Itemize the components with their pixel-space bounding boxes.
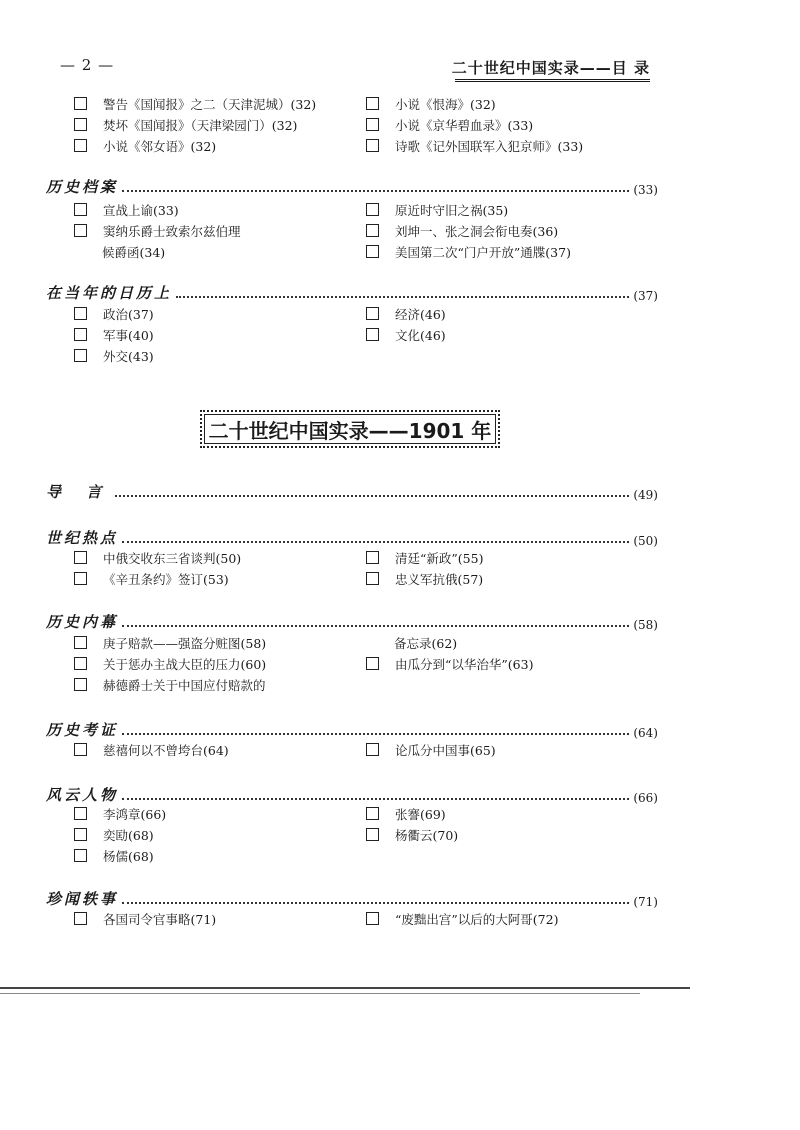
list-item[interactable]: 窦纳乐爵士致索尔兹伯理 bbox=[74, 220, 374, 241]
section-heading[interactable]: 世纪热点 (50) bbox=[46, 529, 658, 548]
leader-dots bbox=[122, 624, 629, 627]
section-left-list bbox=[74, 739, 374, 760]
year-banner bbox=[200, 410, 500, 448]
list-item[interactable]: 杨儒(68) bbox=[74, 845, 374, 866]
list-item[interactable]: 杨衢云(70) bbox=[366, 824, 666, 845]
section-right-list bbox=[366, 739, 666, 760]
checkbox-icon bbox=[74, 849, 87, 862]
leader-dots bbox=[122, 797, 629, 800]
section-heading[interactable]: 历史档案 (33) bbox=[46, 178, 658, 197]
checkbox-icon bbox=[366, 807, 379, 820]
top-right-list bbox=[366, 93, 666, 156]
list-item[interactable]: 焚坏《国闻报》（天津梁园门）(32) bbox=[74, 114, 374, 135]
section-left-list bbox=[74, 199, 374, 262]
list-item[interactable]: 原近时守旧之祸(35) bbox=[366, 199, 666, 220]
checkbox-icon bbox=[74, 97, 87, 110]
checkbox-icon bbox=[74, 912, 87, 925]
page-number: — 2 — bbox=[60, 56, 115, 74]
section-left-list bbox=[74, 303, 374, 366]
list-item[interactable]: 由瓜分到“以华治华”(63) bbox=[366, 653, 666, 674]
checkbox-icon bbox=[74, 678, 87, 691]
list-item[interactable]: 中俄交收东三省谈判(50) bbox=[74, 547, 374, 568]
section-right-list bbox=[366, 632, 666, 674]
checkbox-icon bbox=[74, 572, 87, 585]
list-item[interactable]: 张謇(69) bbox=[366, 803, 666, 824]
section-left-list bbox=[74, 547, 374, 589]
checkbox-icon bbox=[366, 118, 379, 131]
section-heading[interactable]: 历史考证 (64) bbox=[46, 721, 658, 740]
section-right-list bbox=[366, 803, 666, 845]
footer-rule bbox=[0, 987, 690, 989]
list-item[interactable]: 外交(43) bbox=[74, 345, 374, 366]
list-item-continuation: 候爵函(34) bbox=[102, 244, 166, 260]
list-item[interactable]: 美国第二次“门户开放”通牒(37) bbox=[366, 241, 666, 262]
checkbox-icon bbox=[366, 551, 379, 564]
checkbox-icon bbox=[366, 307, 379, 320]
checkbox-icon bbox=[366, 572, 379, 585]
checkbox-icon bbox=[366, 139, 379, 152]
checkbox-icon bbox=[74, 328, 87, 341]
list-item[interactable]: 军事(40) bbox=[74, 324, 374, 345]
leader-dots bbox=[122, 189, 629, 192]
list-item[interactable]: 忠义军抗俄(57) bbox=[366, 568, 666, 589]
checkbox-icon bbox=[366, 912, 379, 925]
checkbox-icon bbox=[74, 307, 87, 320]
list-item[interactable]: 刘坤一、张之洞会衔电奏(36) bbox=[366, 220, 666, 241]
list-item[interactable]: 李鸿章(66) bbox=[74, 803, 374, 824]
section-heading[interactable]: 导 言 (49) bbox=[46, 483, 658, 502]
checkbox-icon bbox=[74, 743, 87, 756]
checkbox-icon bbox=[366, 828, 379, 841]
checkbox-icon bbox=[74, 224, 87, 237]
checkbox-icon bbox=[74, 657, 87, 670]
top-left-list bbox=[74, 93, 374, 156]
checkbox-icon bbox=[366, 657, 379, 670]
section-left-list bbox=[74, 803, 374, 866]
running-head: 二十世纪中国实录——目 录 bbox=[451, 59, 650, 77]
leader-dots bbox=[176, 295, 629, 298]
list-item[interactable]: 论瓜分中国事(65) bbox=[366, 739, 666, 760]
list-item[interactable]: 庚子赔款——强盗分赃图(58) bbox=[74, 632, 374, 653]
year-banner-title: 二十世纪中国实录——1901 年 bbox=[204, 414, 496, 444]
footer-rule-thin bbox=[0, 993, 640, 994]
section-heading[interactable]: 在当年的日历上 (37) bbox=[46, 284, 658, 303]
checkbox-icon bbox=[366, 203, 379, 216]
list-item[interactable]: 慈禧何以不曾垮台(64) bbox=[74, 739, 374, 760]
running-head-rule bbox=[455, 79, 650, 82]
section-left-list bbox=[74, 908, 374, 929]
list-item[interactable]: 清廷“新政”(55) bbox=[366, 547, 666, 568]
checkbox-icon bbox=[74, 139, 87, 152]
list-item[interactable]: 小说《京华碧血录》(33) bbox=[366, 114, 666, 135]
checkbox-icon bbox=[74, 118, 87, 131]
leader-dots bbox=[122, 732, 629, 735]
list-item[interactable]: 政治(37) bbox=[74, 303, 374, 324]
checkbox-icon bbox=[366, 328, 379, 341]
list-item[interactable]: 文化(46) bbox=[366, 324, 666, 345]
section-heading[interactable]: 风云人物 (66) bbox=[46, 786, 658, 805]
list-item[interactable]: 关于惩办主战大臣的压力(60) bbox=[74, 653, 374, 674]
leader-dots bbox=[122, 540, 629, 543]
section-right-list bbox=[366, 199, 666, 262]
checkbox-icon bbox=[366, 224, 379, 237]
list-item[interactable]: 奕劻(68) bbox=[74, 824, 374, 845]
checkbox-icon bbox=[74, 349, 87, 362]
checkbox-icon bbox=[74, 828, 87, 841]
section-right-list bbox=[366, 303, 666, 345]
list-item[interactable]: 各国司令官事略(71) bbox=[74, 908, 374, 929]
list-item[interactable]: 警告《国闻报》之二（天津泥城）(32) bbox=[74, 93, 374, 114]
checkbox-icon bbox=[366, 743, 379, 756]
section-left-list bbox=[74, 632, 374, 695]
list-item[interactable]: “废黜出宫”以后的大阿哥(72) bbox=[366, 908, 666, 929]
checkbox-icon bbox=[366, 97, 379, 110]
list-item-continuation: 备忘录(62) bbox=[394, 635, 458, 651]
leader-dots bbox=[115, 494, 629, 497]
list-item[interactable]: 《辛丑条约》签订(53) bbox=[74, 568, 374, 589]
checkbox-icon bbox=[74, 551, 87, 564]
leader-dots bbox=[122, 901, 629, 904]
checkbox-icon bbox=[74, 203, 87, 216]
list-item[interactable]: 小说《邻女语》(32) bbox=[74, 135, 374, 156]
list-item[interactable]: 经济(46) bbox=[366, 303, 666, 324]
section-right-list bbox=[366, 547, 666, 589]
checkbox-icon bbox=[366, 245, 379, 258]
checkbox-icon bbox=[74, 636, 87, 649]
section-right-list bbox=[366, 908, 666, 929]
section-heading[interactable]: 历史内幕 (58) bbox=[46, 613, 658, 632]
list-item[interactable]: 诗歌《记外国联军入犯京师》(33) bbox=[366, 135, 666, 156]
list-item[interactable]: 赫德爵士关于中国应付赔款的 bbox=[74, 674, 374, 695]
list-item[interactable]: 宣战上谕(33) bbox=[74, 199, 374, 220]
list-item[interactable]: 小说《恨海》(32) bbox=[366, 93, 666, 114]
checkbox-icon bbox=[74, 807, 87, 820]
section-heading[interactable]: 珍闻轶事 (71) bbox=[46, 890, 658, 909]
